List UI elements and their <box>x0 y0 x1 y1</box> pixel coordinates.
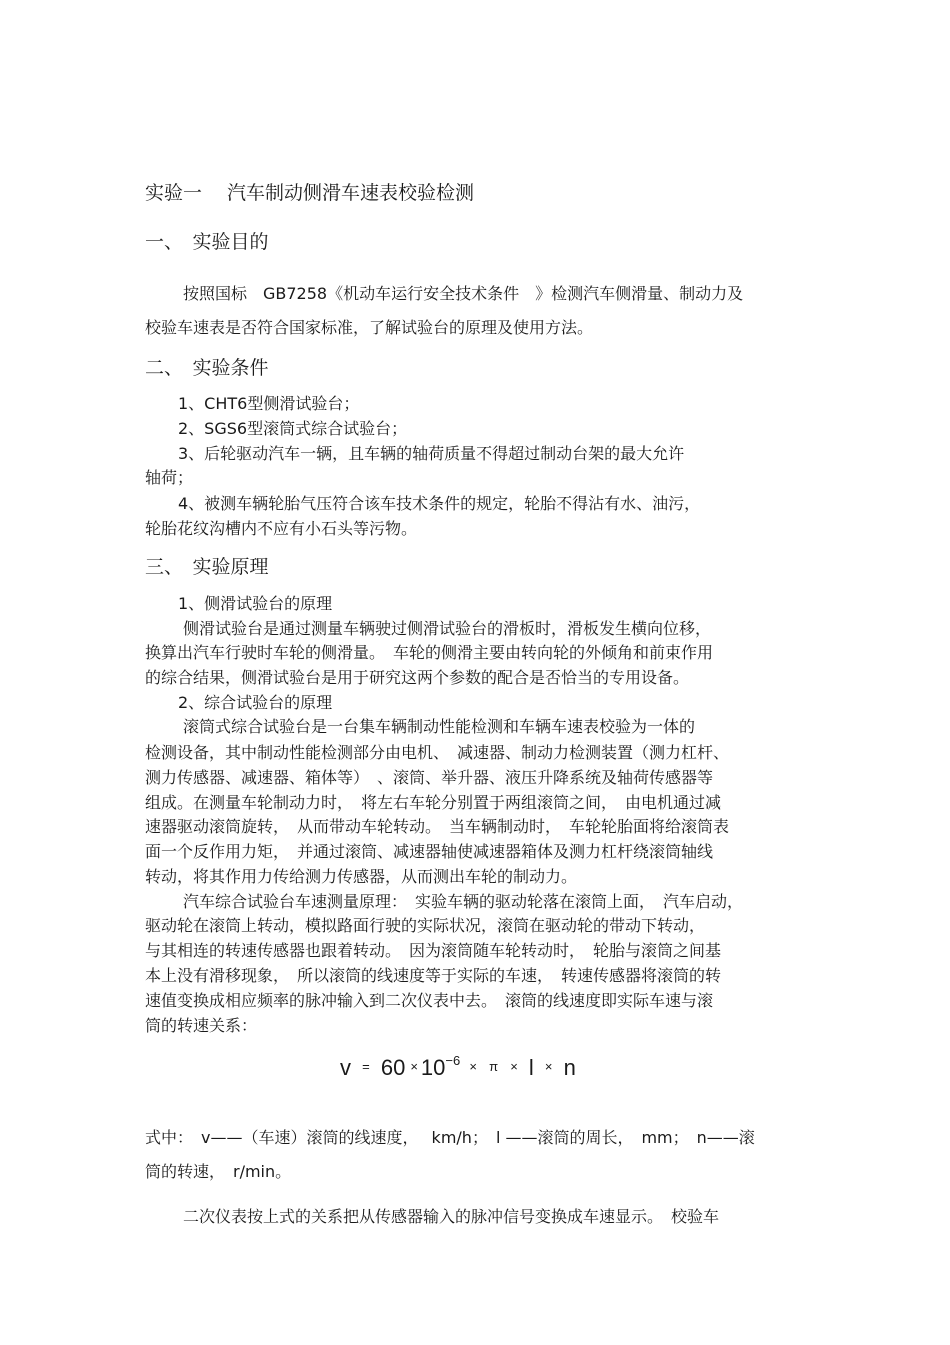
paragraph-line: 本上没有滑移现象， 所以滚筒的线速度等于实际的车速， 转速传感器将滚筒的转 <box>145 966 722 985</box>
paragraph-line: 转动，将其作用力传给测力传感器，从而测出车轮的制动力。 <box>145 867 578 886</box>
formula-times: × <box>544 1059 553 1074</box>
document-title: 实验一 汽车制动侧滑车速表校验检测 <box>145 182 475 204</box>
list-item: 1、CHT6型侧滑试验台； <box>178 394 360 413</box>
paragraph-line: 二次仪表按上式的关系把从传感器输入的脉冲信号变换成车速显示。 校验车 <box>183 1207 720 1226</box>
paragraph-line: 滚筒式综合试验台是一台集车辆制动性能检测和车辆车速表校验为一体的 <box>183 717 696 736</box>
formula-equals: = <box>362 1059 370 1074</box>
formula-legend-line: 筒的转速， r/min。 <box>145 1162 292 1181</box>
paragraph-line: 测力传感器、减速器、箱体等） 、滚筒、举升器、液压升降系统及轴荷传感器等 <box>145 768 714 787</box>
paragraph-line: 驱动轮在滚筒上转动，模拟路面行驶的实际状况，滚筒在驱动轮的带动下转动， <box>145 916 706 935</box>
section-heading-principle: 三、 实验原理 <box>145 556 269 578</box>
paragraph-line: 侧滑试验台是通过测量车辆驶过侧滑试验台的滑板时，滑板发生横向位移， <box>183 619 712 638</box>
list-item-continued: 轮胎花纹沟槽内不应有小石头等污物。 <box>145 519 418 538</box>
paragraph-line: 汽车综合试验台车速测量原理： 实验车辆的驱动轮落在滚筒上面， 汽车启动， <box>183 892 744 911</box>
paragraph-line: 筒的转速关系： <box>145 1016 258 1035</box>
formula-exponent: −6 <box>445 1053 461 1068</box>
paragraph-line: 校验车速表是否符合国家标准，了解试验台的原理及使用方法。 <box>145 318 594 337</box>
section-heading-conditions: 二、 实验条件 <box>145 357 269 379</box>
speed-formula <box>338 1052 578 1083</box>
formula-times: × <box>469 1059 477 1074</box>
paragraph-line: 面一个反作用力矩， 并通过滚筒、减速器轴使减速器箱体及测力杠杆绕滚筒轴线 <box>145 842 714 861</box>
paragraph-line: 换算出汽车行驶时车轮的侧滑量。 车轮的侧滑主要由转向轮的外倾角和前束作用 <box>145 643 714 662</box>
paragraph-line: 与其相连的转速传感器也跟着转动。 因为滚筒随车轮转动时， 轮胎与滚筒之间基 <box>145 941 722 960</box>
paragraph-line: 检测设备，其中制动性能检测部分由电机、 减速器、制动力检测装置（测力杠杆、 <box>145 743 730 762</box>
paragraph-line: 速值变换成相应频率的脉冲输入到二次仪表中去。 滚筒的线速度即实际车速与滚 <box>145 991 714 1010</box>
formula-base: 10 <box>420 1055 446 1080</box>
formula-times: × <box>510 1059 518 1074</box>
paragraph-line: 组成。在测量车轮制动力时， 将左右车轮分别置于两组滚筒之间， 由电机通过减 <box>145 793 722 812</box>
list-item: 2、SGS6型滚筒式综合试验台； <box>178 419 408 438</box>
formula-n: n <box>563 1055 576 1080</box>
subheading: 2、综合试验台的原理 <box>178 693 333 712</box>
formula-coef: 60 <box>380 1055 406 1080</box>
formula-legend-line: 式中： v——（车速）滚筒的线速度， km/h； l ——滚筒的周长， mm； n——滚 <box>145 1128 755 1147</box>
formula-l: l <box>528 1055 534 1080</box>
paragraph-line: 按照国标 GB7258《机动车运行安全技术条件 》检测汽车侧滑量、制动力及 <box>183 284 744 303</box>
formula-v: v <box>340 1055 351 1080</box>
formula-pi: π <box>489 1059 499 1074</box>
paragraph-line: 的综合结果，侧滑试验台是用于研究这两个参数的配合是否恰当的专用设备。 <box>145 668 690 687</box>
section-heading-purpose: 一、 实验目的 <box>145 231 269 253</box>
subheading: 1、侧滑试验台的原理 <box>178 594 333 613</box>
formula-times: × <box>410 1059 418 1074</box>
list-item: 4、被测车辆轮胎气压符合该车技术条件的规定，轮胎不得沾有水、油污， <box>178 494 701 513</box>
paragraph-line: 速器驱动滚筒旋转， 从而带动车轮转动。 当车辆制动时， 车轮轮胎面将给滚筒表 <box>145 817 730 836</box>
list-item-continued: 轴荷； <box>145 468 194 487</box>
list-item: 3、后轮驱动汽车一辆，且车辆的轴荷质量不得超过制动台架的最大允许 <box>178 444 685 463</box>
